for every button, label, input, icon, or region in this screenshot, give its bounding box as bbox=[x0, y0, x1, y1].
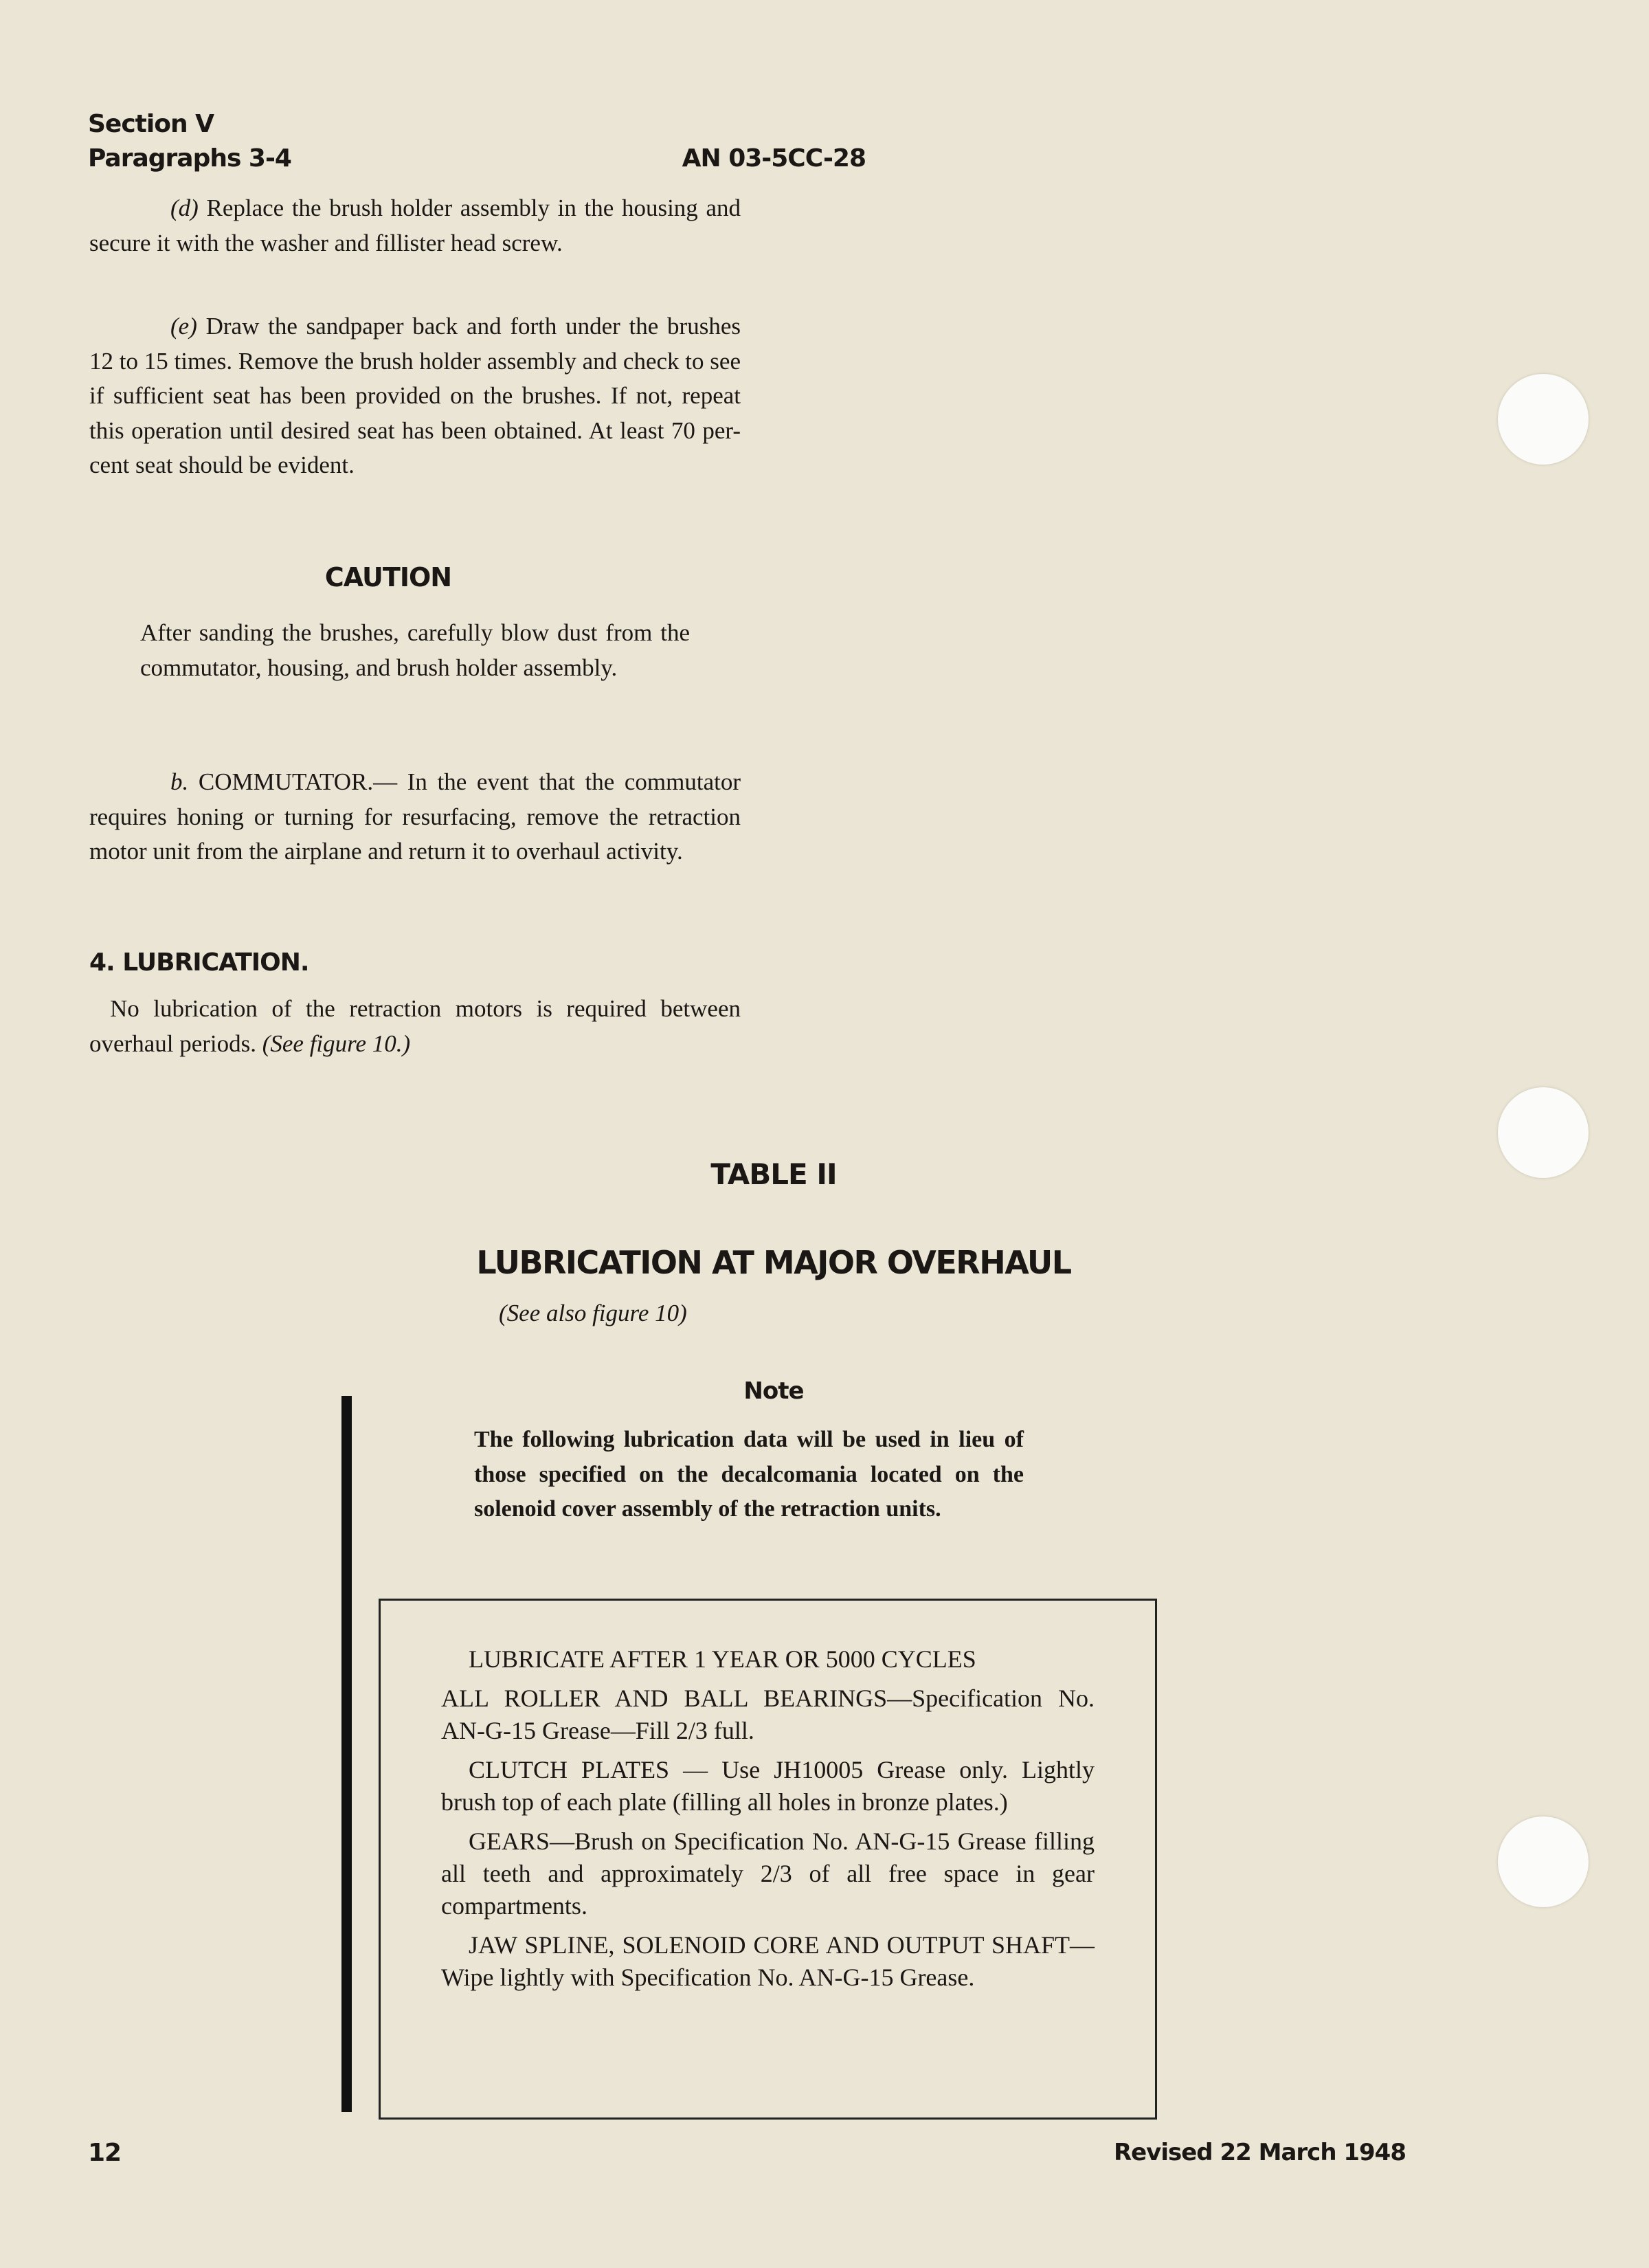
lubrication-item: CLUTCH PLATES — Use JH10005 Grease only. Lightly brush top of each plate (filling all holes in bronze plates.) bbox=[441, 1756, 1095, 1816]
table-see-also bbox=[499, 1296, 1048, 1331]
section-4-text bbox=[89, 992, 741, 1061]
caution-text: After sanding the brushes, carefully blow dust from the commutator, housing, and brush holder assembly. bbox=[140, 619, 690, 681]
para-label: b. bbox=[170, 768, 189, 795]
para-text: Draw the sandpaper back and forth under the brushes 12 to 15 times. Remove the brush holder assembly and check to see if sufficient seat has been provided on the brushes. If not, repeat this operation until desired seat has been obtained. At least 70 per-cent seat should be evident. bbox=[89, 313, 741, 478]
lubrication-box bbox=[379, 1599, 1157, 2120]
revision-date: Revised 22 March 1948 bbox=[1113, 2139, 1406, 2166]
lubrication-heading: LUBRICATE AFTER 1 YEAR OR 5000 CYCLES bbox=[469, 1645, 976, 1673]
note-title: Note bbox=[743, 1377, 804, 1405]
punch-hole-top bbox=[1498, 374, 1589, 465]
section-label: Section V bbox=[88, 110, 214, 138]
table-title: TABLE II bbox=[710, 1157, 837, 1191]
punch-hole-middle bbox=[1498, 1087, 1589, 1178]
section-4-heading: 4. LUBRICATION. bbox=[89, 948, 309, 977]
figure-reference: (See also figure 10) bbox=[499, 1300, 687, 1326]
para-text: No lubrication of the retraction motors is required between overhaul periods. bbox=[89, 995, 741, 1057]
para-label: (d) bbox=[170, 194, 199, 221]
lubrication-item: JAW SPLINE, SOLENOID CORE AND OUTPUT SHAFT—Wipe lightly with Specification No. AN-G-15 Grease. bbox=[441, 1931, 1095, 1991]
figure-reference: (See figure 10.) bbox=[262, 1030, 411, 1057]
punch-hole-bottom bbox=[1498, 1816, 1589, 1907]
note-text: The following lubrication data will be used in lieu of those specified on the decalcomania located on the solenoid cover assembly of the retraction units. bbox=[474, 1427, 1024, 1522]
table-subtitle: LUBRICATION AT MAJOR OVERHAUL bbox=[476, 1244, 1071, 1281]
paragraph-b bbox=[89, 765, 741, 869]
caution-title: CAUTION bbox=[324, 562, 452, 592]
para-text: COMMUTATOR.— In the event that the commutator requires honing or turning for resurfacing, remove the retraction motor unit from the airplane and return it to overhaul activity. bbox=[89, 768, 741, 865]
para-label: (e) bbox=[170, 313, 197, 340]
page-number: 12 bbox=[88, 2139, 122, 2167]
paragraph-e bbox=[89, 309, 741, 483]
paragraphs-label: Paragraphs 3-4 bbox=[88, 144, 291, 173]
lubrication-item: GEARS—Brush on Specification No. AN-G-15 Grease filling all teeth and approximately 2/3 of all free space in gear compartments. bbox=[441, 1827, 1095, 1920]
paragraph-d bbox=[89, 191, 741, 260]
document-number: AN 03-5CC-28 bbox=[682, 144, 866, 173]
lubrication-item: ALL ROLLER AND BALL BEARINGS—Specification No. AN-G-15 Grease—Fill 2/3 full. bbox=[441, 1685, 1095, 1744]
change-bar bbox=[341, 1396, 352, 2112]
para-text: Replace the brush holder assembly in the housing and secure it with the washer and fillister head screw. bbox=[89, 194, 741, 256]
